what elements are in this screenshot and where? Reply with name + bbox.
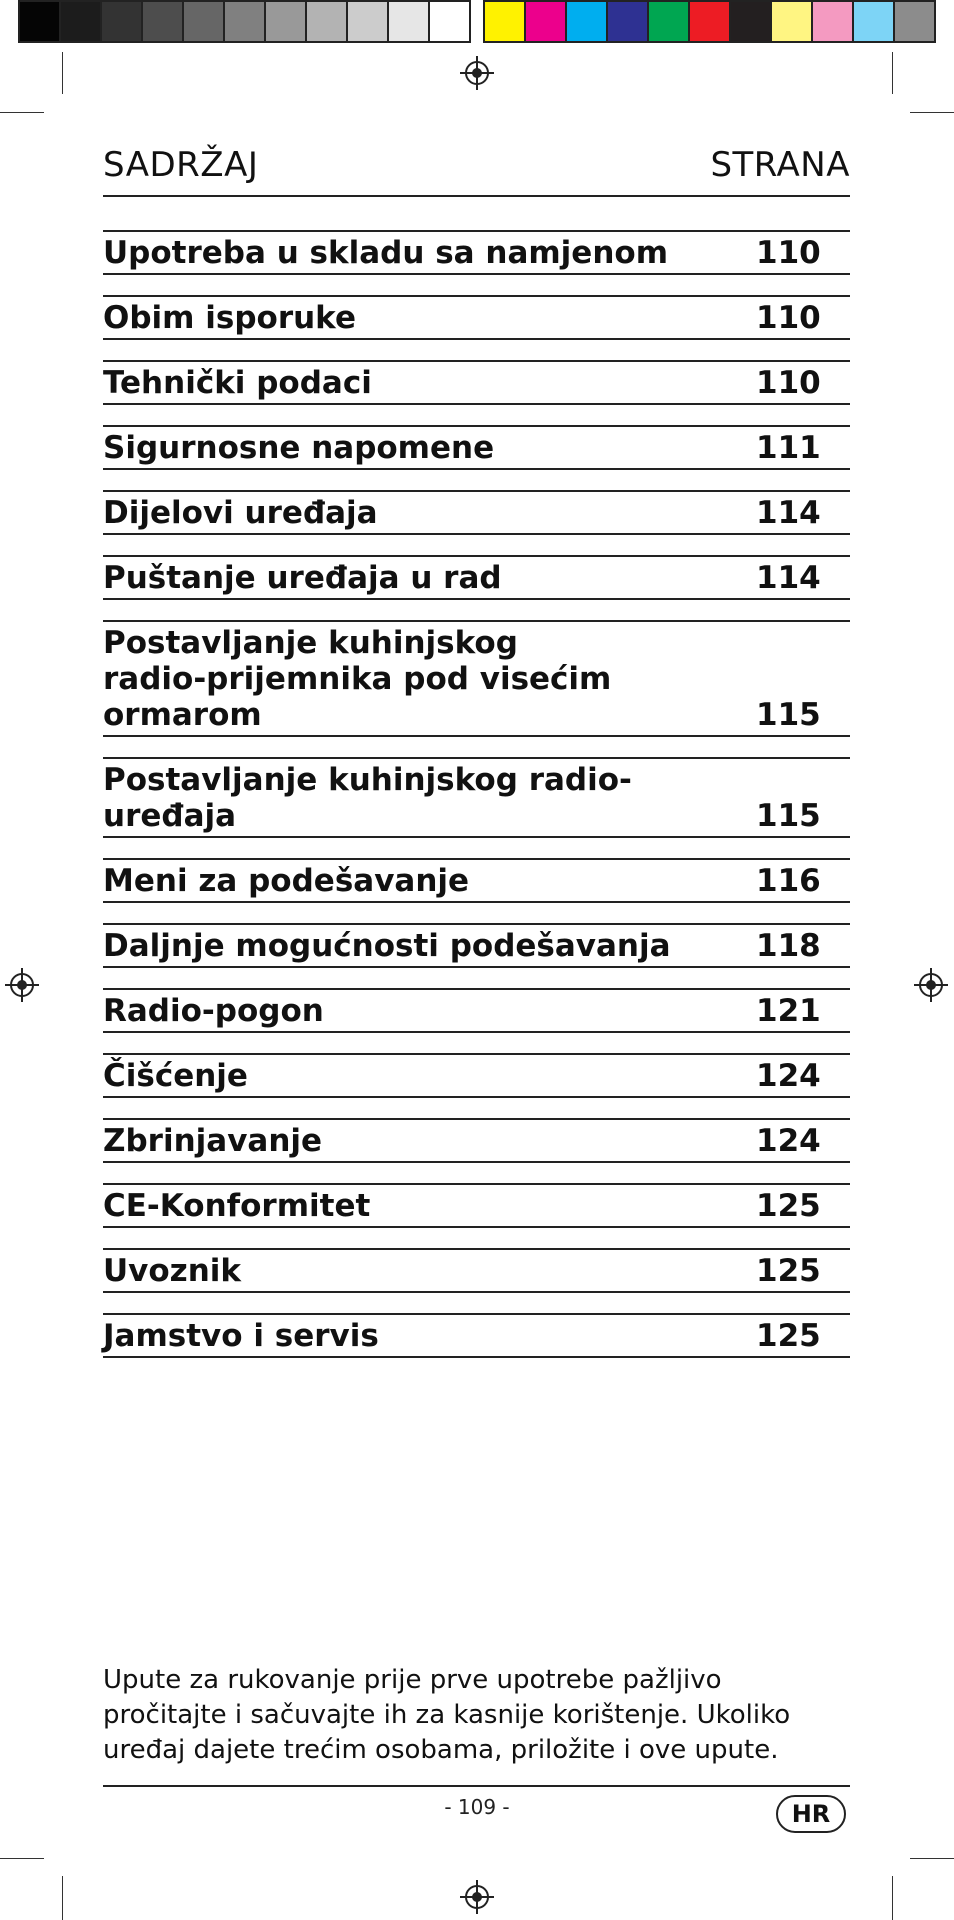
toc-entry-title: Radio-pogon (103, 993, 324, 1029)
color-swatch (485, 2, 526, 41)
toc-row (103, 490, 850, 535)
toc-row (103, 425, 850, 470)
crop-mark (892, 1876, 893, 1920)
toc-row (103, 230, 850, 275)
registration-mark-icon (460, 1880, 494, 1914)
toc-row (103, 555, 850, 600)
color-swatch (526, 2, 567, 41)
crop-mark (0, 112, 44, 113)
gray-swatch (143, 2, 184, 41)
toc-row (103, 360, 850, 405)
gray-swatch (348, 2, 389, 41)
crop-mark (62, 1876, 63, 1920)
toc-entry-title: Uvoznik (103, 1253, 242, 1289)
color-swatch (772, 2, 813, 41)
toc-entry-page: 110 (756, 300, 821, 336)
toc-entry-page: 110 (756, 365, 821, 401)
crop-mark (0, 1858, 44, 1859)
gray-swatch (102, 2, 143, 41)
page-column-heading: STRANA (710, 145, 850, 185)
grayscale-swatches (18, 0, 471, 43)
color-swatch (731, 2, 772, 41)
toc-row (103, 1313, 850, 1358)
toc-entry-page: 115 (756, 798, 821, 834)
toc-entry-title: Obim isporuke (103, 300, 356, 336)
toc-entry-page: 125 (756, 1318, 821, 1354)
toc-entry-page: 110 (756, 235, 821, 271)
toc-entry-title: Tehnički podaci (103, 365, 372, 401)
toc-row (103, 757, 850, 838)
table-of-contents (103, 230, 850, 1378)
color-calibration-bar (18, 0, 936, 43)
toc-header (103, 145, 850, 197)
crop-mark (910, 112, 954, 113)
toc-entry-title: Meni za podešavanje (103, 863, 470, 899)
language-badge: HR (776, 1795, 846, 1833)
color-swatch (813, 2, 854, 41)
toc-entry-page: 125 (756, 1188, 821, 1224)
crop-mark (62, 52, 63, 94)
gray-swatch (266, 2, 307, 41)
toc-entry-title: Postavljanje kuhinjskog radio-prijemnika pod visećim ormarom (103, 625, 612, 733)
toc-entry-title: Postavljanje kuhinjskog radio-uređaja (103, 762, 632, 834)
gray-swatch (20, 2, 61, 41)
toc-entry-title: Čišćenje (103, 1058, 248, 1094)
toc-entry-page: 111 (756, 430, 821, 466)
gray-swatch (184, 2, 225, 41)
toc-entry-page: 124 (756, 1123, 821, 1159)
color-swatch (854, 2, 895, 41)
crop-mark (892, 52, 893, 94)
footer-divider (103, 1785, 850, 1787)
instructions-note: Upute za rukovanje prije prve upotrebe pažljivo pročitajte i sačuvajte ih za kasnije korištenje. Ukoliko uređaj dajete trećim osobama, priložite i ove upute. (103, 1665, 791, 1765)
crop-mark (910, 1858, 954, 1859)
gray-swatch (225, 2, 266, 41)
toc-entry-title: Jamstvo i servis (103, 1318, 379, 1354)
toc-entry-title: Daljnje mogućnosti podešavanja (103, 928, 671, 964)
toc-entry-title: Dijelovi uređaja (103, 495, 378, 531)
registration-mark-icon (5, 968, 39, 1002)
color-swatch (895, 2, 934, 41)
toc-entry-title: Zbrinjavanje (103, 1123, 323, 1159)
toc-row (103, 923, 850, 968)
toc-row (103, 1183, 850, 1228)
toc-entry-title: CE-Konformitet (103, 1188, 371, 1224)
color-swatch (608, 2, 649, 41)
toc-entry-title: Puštanje uređaja u rad (103, 560, 502, 596)
toc-entry-page: 114 (756, 560, 821, 596)
toc-entry-page: 116 (756, 863, 821, 899)
toc-entry-page: 115 (756, 697, 821, 733)
page-number: - 109 - (444, 1795, 510, 1819)
registration-mark-icon (460, 56, 494, 90)
toc-row (103, 1248, 850, 1293)
toc-row (103, 295, 850, 340)
gray-swatch (61, 2, 102, 41)
toc-row (103, 1053, 850, 1098)
toc-entry-title: Upotreba u skladu sa namjenom (103, 235, 668, 271)
toc-entry-page: 121 (756, 993, 821, 1029)
toc-row (103, 620, 850, 737)
color-swatch (690, 2, 731, 41)
color-swatch (567, 2, 608, 41)
process-color-swatches (483, 0, 936, 43)
toc-row (103, 1118, 850, 1163)
gray-swatch (389, 2, 430, 41)
toc-entry-page: 114 (756, 495, 821, 531)
toc-entry-title: Sigurnosne napomene (103, 430, 495, 466)
registration-mark-icon (914, 968, 948, 1002)
gray-swatch (430, 2, 469, 41)
color-swatch (649, 2, 690, 41)
toc-row (103, 988, 850, 1033)
toc-row (103, 858, 850, 903)
toc-entry-page: 124 (756, 1058, 821, 1094)
gray-swatch (307, 2, 348, 41)
toc-entry-page: 118 (756, 928, 821, 964)
toc-entry-page: 125 (756, 1253, 821, 1289)
toc-heading: SADRŽAJ (103, 145, 259, 185)
